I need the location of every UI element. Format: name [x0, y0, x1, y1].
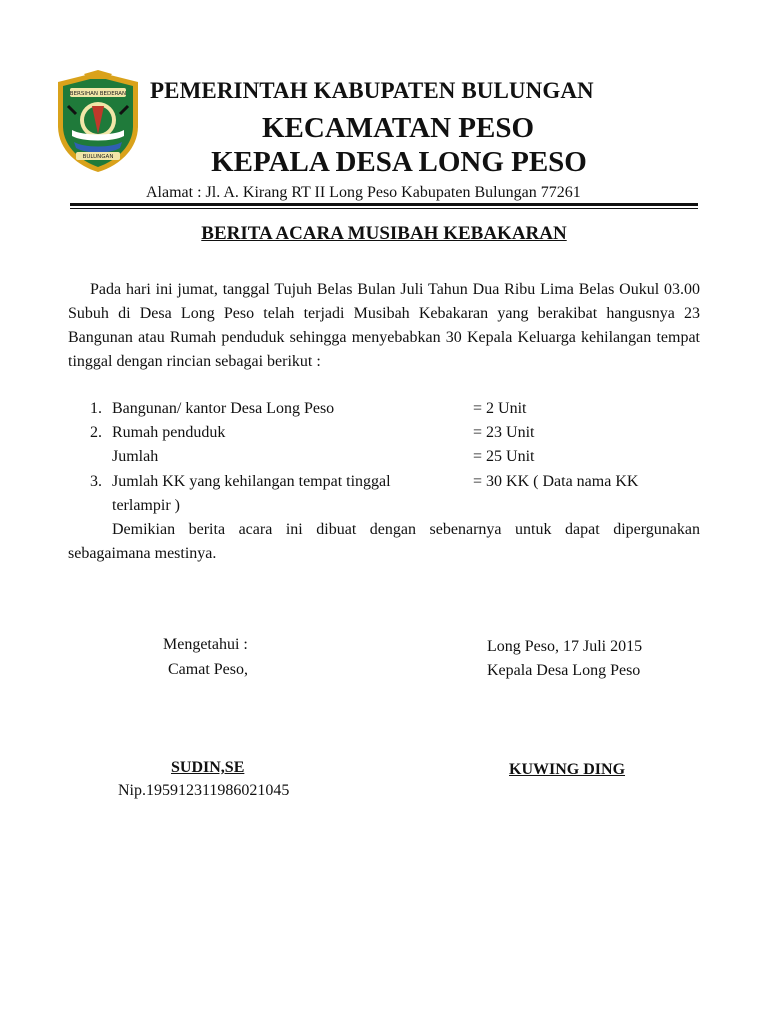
document-title: BERITA ACARA MUSIBAH KEBAKARAN — [201, 223, 567, 244]
signature-left-caption: Mengetahui : — [163, 636, 248, 653]
list-item-value: = 25 Unit — [473, 448, 535, 465]
signature-right-name: KUWING DING — [509, 761, 626, 778]
logo-banner-top: BERSIHAN BEDERAN — [69, 91, 127, 97]
list-item-number: 3. — [90, 473, 102, 490]
opening-paragraph: Pada hari ini jumat, tanggal Tujuh Belas Bulan Juli Tahun Dua Ribu Lima Belas Oukul 03.00 Subuh di Desa Long Peso telah terjadi Musibah Kebakaran yang berakibat hangusnya 23 Bangunan atau Rumah penduduk sehingga menyebabkan 30 Kepala Keluarga kehilangan tempat tinggal dengan rincian sebagai berikut : — [68, 281, 700, 370]
list-item-label: Bangunan/ kantor Desa Long Peso — [112, 400, 335, 417]
list-item-value: = 2 Unit — [473, 400, 527, 417]
letterhead-divider — [70, 203, 698, 206]
signature-left-name: SUDIN,SE — [171, 759, 245, 776]
letterhead-village-head: KEPALA DESA LONG PESO — [211, 146, 587, 178]
letterhead-government: PEMERINTAH KABUPATEN BULUNGAN — [150, 78, 594, 103]
signature-right-date: Long Peso, 17 Juli 2015 — [487, 638, 643, 655]
letterhead-address: Alamat : Jl. A. Kirang RT II Long Peso Kabupaten Bulungan 77261 — [146, 184, 581, 201]
list-item-value: = 23 Unit — [473, 424, 535, 441]
list-item-value: = 30 KK ( Data nama KK — [473, 473, 639, 490]
signature-left-title: Camat Peso, — [168, 661, 248, 678]
list-item-number: 2. — [90, 424, 102, 441]
list-item-label: Jumlah — [112, 448, 159, 465]
list-item-number: 1. — [90, 400, 102, 417]
logo-banner-bottom: BULUNGAN — [82, 154, 114, 160]
signature-right-title: Kepala Desa Long Peso — [487, 662, 641, 679]
letterhead-divider-thin — [70, 208, 698, 209]
closing-paragraph: Demikian berita acara ini dibuat dengan sebenarnya untuk dapat dipergunakan sebagaimana mestinya. — [68, 521, 700, 562]
list-item-label: Rumah penduduk — [112, 424, 226, 441]
letterhead-district: KECAMATAN PESO — [261, 112, 535, 144]
list-item-label: Jumlah KK yang kehilangan tempat tinggal — [112, 473, 391, 490]
signature-left-nip: Nip.195912311986021045 — [118, 782, 290, 799]
list-item-continuation: terlampir ) — [112, 497, 180, 514]
